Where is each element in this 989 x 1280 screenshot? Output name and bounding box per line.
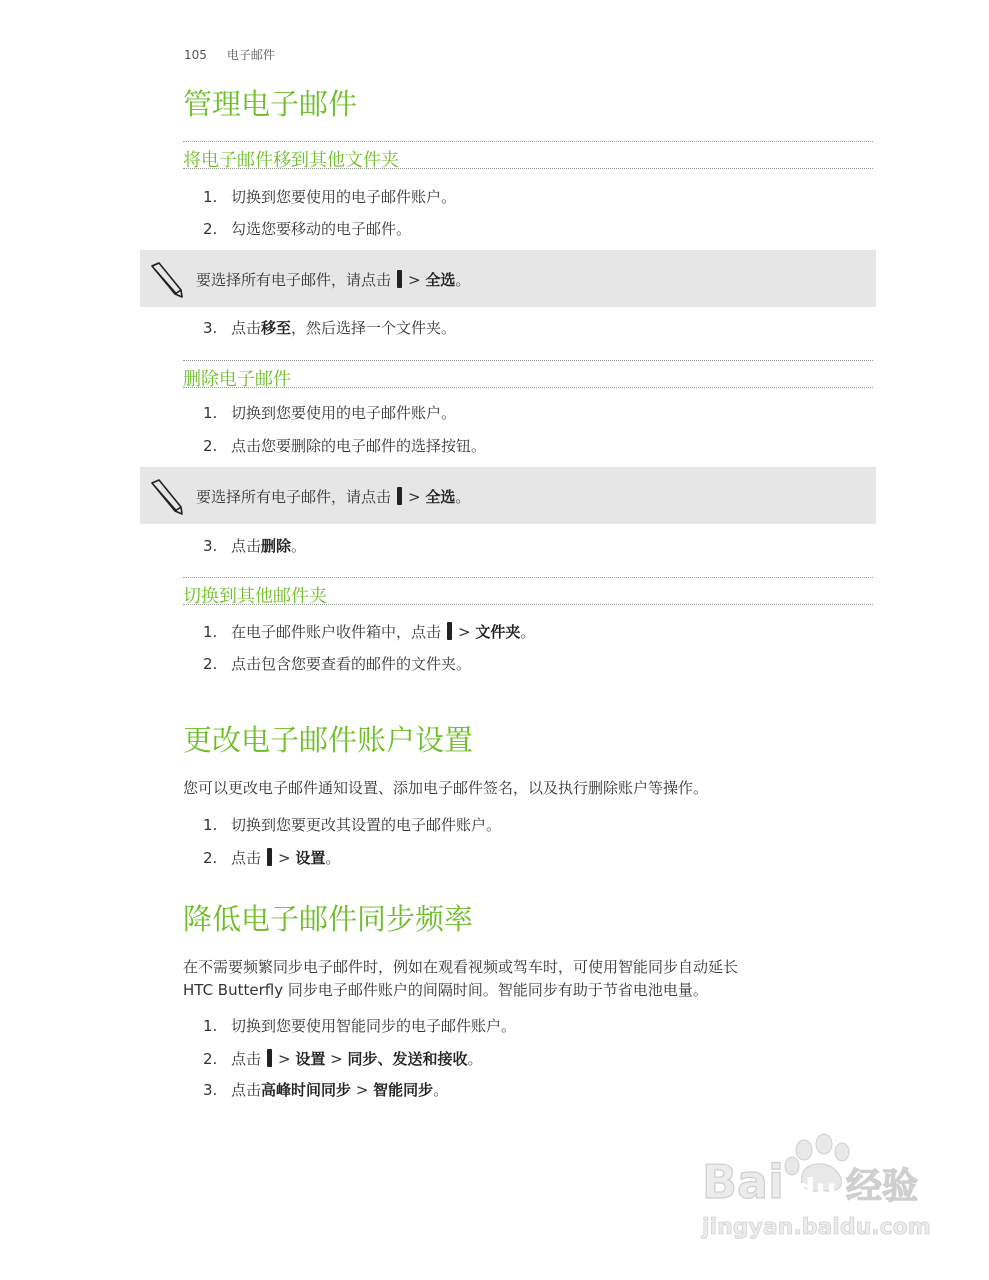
step-3: 3. 点击高峰时间同步 > 智能同步。 bbox=[203, 1081, 449, 1099]
section-intro: 您可以更改电子邮件通知设置、添加电子邮件签名，以及执行删除账户等操作。 bbox=[183, 779, 709, 797]
baidu-paw-logo-icon bbox=[700, 1130, 940, 1250]
pencil-icon bbox=[148, 260, 188, 300]
select-all-label: 全选 bbox=[425, 488, 456, 506]
step-1: 1. 在电子邮件账户收件箱中，点击 > 文件夹。 bbox=[203, 623, 536, 641]
step-1: 1. 切换到您要使用的电子邮件账户。 bbox=[203, 404, 457, 422]
section-title-smart-sync: 降低电子邮件同步频率 bbox=[183, 902, 474, 936]
section-title-manage-email: 管理电子邮件 bbox=[183, 87, 358, 121]
section-intro-line-2: HTC Butterfly 同步电子邮件账户的间隔时间。智能同步有助于节省电池电量。 bbox=[183, 981, 708, 999]
step-1: 1. 切换到您要更改其设置的电子邮件账户。 bbox=[203, 816, 502, 834]
note-box bbox=[140, 467, 876, 524]
subsection-title: 删除电子邮件 bbox=[183, 369, 291, 390]
menu-icon bbox=[447, 622, 452, 640]
step-2: 2. 勾选您要移动的电子邮件。 bbox=[203, 220, 412, 238]
menu-icon bbox=[267, 848, 272, 866]
subsection-move-email bbox=[183, 141, 873, 169]
menu-icon bbox=[267, 1049, 272, 1067]
step-3: 3. 点击删除。 bbox=[203, 537, 307, 555]
subsection-switch-folder bbox=[183, 577, 873, 605]
note-text: 要选择所有电子邮件，请点击 > 全选。 bbox=[196, 488, 471, 506]
subsection-delete-email bbox=[183, 360, 873, 388]
step-2: 2. 点击 > 设置。 bbox=[203, 849, 341, 867]
step-3: 3. 点击移至，然后选择一个文件夹。 bbox=[203, 319, 457, 337]
page-header bbox=[184, 46, 275, 63]
section-title-account-settings: 更改电子邮件账户设置 bbox=[183, 723, 474, 757]
select-all-label: 全选 bbox=[425, 271, 456, 289]
section-intro-line-1: 在不需要频繁同步电子邮件时，例如在观看视频或驾车时，可使用智能同步自动延长 bbox=[183, 958, 739, 976]
watermark-bai: Bai bbox=[702, 1155, 784, 1209]
step-1: 1. 切换到您要使用的电子邮件账户。 bbox=[203, 188, 457, 206]
step-2: 2. 点击包含您要查看的邮件的文件夹。 bbox=[203, 655, 472, 673]
watermark-url: jingyan.baidu.com bbox=[702, 1215, 931, 1240]
note-text: 要选择所有电子邮件，请点击 > 全选。 bbox=[196, 271, 471, 289]
chapter-title: 电子邮件 bbox=[226, 48, 275, 62]
step-1: 1. 切换到您要使用智能同步的电子邮件账户。 bbox=[203, 1017, 517, 1035]
step-2: 2. 点击您要删除的电子邮件的选择按钮。 bbox=[203, 437, 487, 455]
subsection-title: 将电子邮件移到其他文件夹 bbox=[183, 150, 399, 171]
pencil-icon bbox=[148, 477, 188, 517]
watermark-du: du bbox=[794, 1173, 837, 1208]
watermark-jingyan: 经验 bbox=[846, 1166, 919, 1207]
subsection-title: 切换到其他邮件夹 bbox=[183, 586, 327, 607]
page-number: 105 bbox=[184, 48, 207, 62]
menu-icon bbox=[397, 270, 402, 288]
note-box bbox=[140, 250, 876, 307]
menu-icon bbox=[397, 487, 402, 505]
baidu-watermark bbox=[700, 1130, 940, 1250]
step-2: 2. 点击 > 设置 > 同步、发送和接收。 bbox=[203, 1050, 483, 1068]
